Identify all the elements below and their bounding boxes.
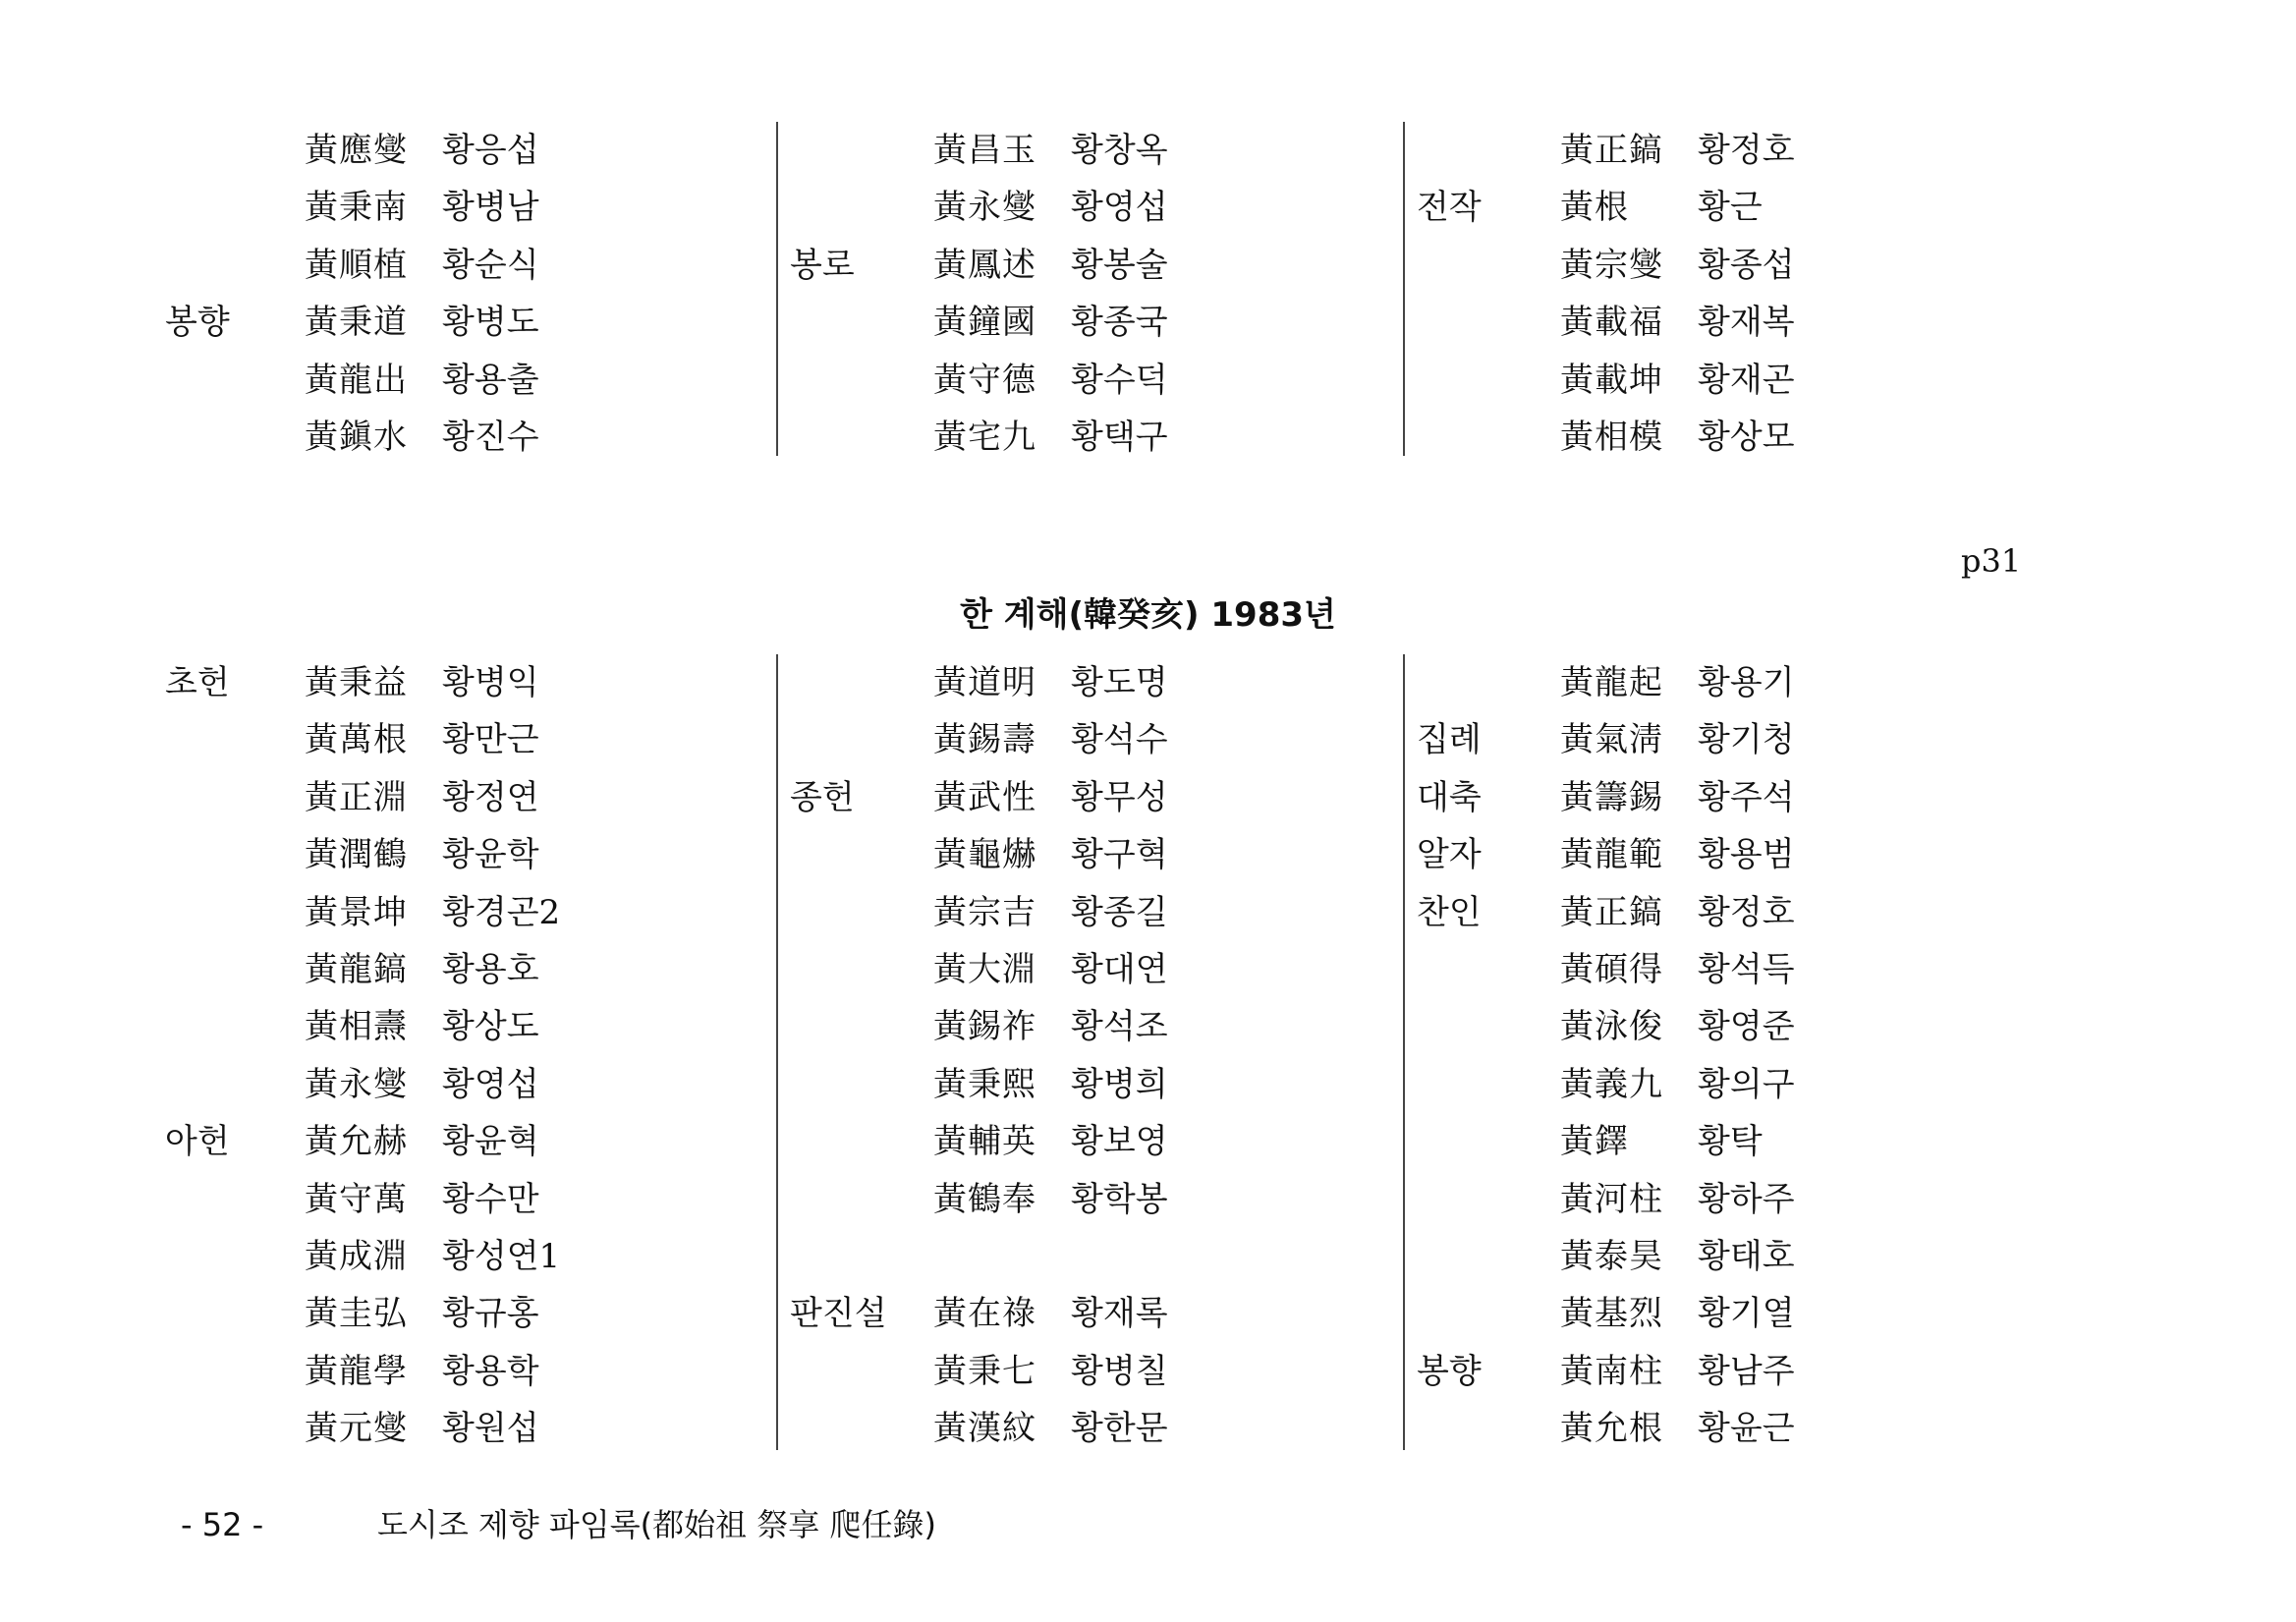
name-hangul: 황용호 bbox=[442, 949, 539, 989]
roster-entry bbox=[1405, 122, 2034, 179]
roster-entry bbox=[1405, 654, 2034, 711]
name-hangul: 황보영 bbox=[1071, 1122, 1168, 1162]
roster-entry bbox=[778, 998, 1407, 1055]
name-hangul: 황재록 bbox=[1071, 1294, 1168, 1334]
roster-column bbox=[147, 122, 776, 456]
name-hanja: 黃龍起 bbox=[1560, 663, 1663, 702]
name-hangul: 황만근 bbox=[442, 720, 539, 760]
roster-column bbox=[1403, 122, 2034, 456]
name-hangul: 황창옥 bbox=[1071, 131, 1168, 170]
name-hanja: 黃鐘國 bbox=[933, 303, 1036, 343]
roster-entry bbox=[1405, 1056, 2034, 1113]
name-hanja: 黃宗吉 bbox=[933, 892, 1036, 932]
name-hangul: 황윤학 bbox=[442, 835, 539, 875]
name-hanja: 黃萬根 bbox=[305, 720, 408, 760]
name-hangul: 황종섭 bbox=[1698, 245, 1795, 285]
role-label: 종헌 bbox=[790, 777, 855, 817]
name-hangul: 황수덕 bbox=[1071, 360, 1168, 400]
name-hanja: 黃根 bbox=[1560, 188, 1629, 228]
name-hangul: 황석조 bbox=[1071, 1007, 1168, 1047]
name-hangul: 황응섭 bbox=[442, 131, 539, 170]
roster-entry bbox=[778, 237, 1407, 294]
name-hangul: 황대연 bbox=[1071, 949, 1168, 989]
roster-entry bbox=[778, 122, 1407, 179]
roster-entry bbox=[147, 1343, 776, 1400]
name-hanja: 黃錫祚 bbox=[933, 1007, 1036, 1047]
name-hangul: 황원섭 bbox=[442, 1409, 539, 1449]
name-hanja: 黃載福 bbox=[1560, 303, 1663, 343]
name-hangul: 황도명 bbox=[1071, 663, 1168, 702]
name-hangul: 황병익 bbox=[442, 663, 539, 702]
role-label: 집례 bbox=[1417, 720, 1482, 760]
name-hangul: 황구혁 bbox=[1071, 835, 1168, 875]
role-label: 초헌 bbox=[165, 663, 230, 702]
name-hanja: 黃在祿 bbox=[933, 1294, 1036, 1334]
name-hanja: 黃鎭水 bbox=[305, 417, 408, 457]
name-hanja: 黃順植 bbox=[305, 245, 408, 285]
name-hanja: 黃氣淸 bbox=[1560, 720, 1663, 760]
name-hanja: 黃鳳述 bbox=[933, 245, 1036, 285]
roster-entry bbox=[778, 1285, 1407, 1342]
name-hanja: 黃秉益 bbox=[305, 663, 408, 702]
role-label: 찬인 bbox=[1417, 892, 1482, 932]
name-hanja: 黃載坤 bbox=[1560, 360, 1663, 400]
name-hanja: 黃武性 bbox=[933, 777, 1036, 817]
roster-entry bbox=[778, 1056, 1407, 1113]
roster-entry bbox=[147, 179, 776, 236]
name-hangul: 황무성 bbox=[1071, 777, 1168, 817]
roster-entry bbox=[1405, 998, 2034, 1055]
roster-entry bbox=[147, 352, 776, 409]
roster-entry bbox=[1405, 294, 2034, 351]
name-hanja: 黃永燮 bbox=[305, 1064, 408, 1104]
roster-entry bbox=[147, 1171, 776, 1228]
name-hanja: 黃龍學 bbox=[305, 1351, 408, 1391]
role-label: 알자 bbox=[1417, 835, 1482, 875]
name-hangul: 황정호 bbox=[1698, 892, 1795, 932]
name-hangul: 황주석 bbox=[1698, 777, 1795, 817]
name-hangul: 황용학 bbox=[442, 1351, 539, 1391]
name-hanja: 黃籌錫 bbox=[1560, 777, 1663, 817]
name-hangul: 황병희 bbox=[1071, 1064, 1168, 1104]
roster-entry bbox=[778, 769, 1407, 826]
name-hangul: 황영준 bbox=[1698, 1007, 1795, 1047]
name-hangul: 황정연 bbox=[442, 777, 539, 817]
roster-entry bbox=[1405, 941, 2034, 998]
name-hanja: 黃允根 bbox=[1560, 1409, 1663, 1449]
roster-entry bbox=[1405, 711, 2034, 768]
name-hanja: 黃正淵 bbox=[305, 777, 408, 817]
roster-entry bbox=[1405, 826, 2034, 883]
roster-entry bbox=[1405, 1228, 2034, 1285]
roster-entry bbox=[778, 941, 1407, 998]
section-heading: 한 계해(韓癸亥) 1983년 bbox=[960, 595, 1336, 635]
name-hanja: 黃秉熙 bbox=[933, 1064, 1036, 1104]
roster-entry bbox=[147, 769, 776, 826]
roster-entry bbox=[778, 1171, 1407, 1228]
name-hangul: 황한문 bbox=[1071, 1409, 1168, 1449]
page-footer bbox=[181, 1500, 936, 1545]
name-hangul: 황남주 bbox=[1698, 1351, 1795, 1391]
role-label: 전작 bbox=[1417, 188, 1482, 228]
roster-column bbox=[147, 654, 776, 1450]
name-hangul: 황병남 bbox=[442, 188, 539, 228]
name-hangul: 황하주 bbox=[1698, 1179, 1795, 1219]
name-hangul: 황종길 bbox=[1071, 892, 1168, 932]
name-hanja: 黃河柱 bbox=[1560, 1179, 1663, 1219]
name-hangul: 황규홍 bbox=[442, 1294, 539, 1334]
name-hanja: 黃鐸 bbox=[1560, 1122, 1629, 1162]
roster-entry bbox=[778, 1400, 1407, 1457]
name-hanja: 黃永燮 bbox=[933, 188, 1036, 228]
roster-entry bbox=[778, 884, 1407, 941]
name-hangul: 황진수 bbox=[442, 417, 539, 457]
name-hanja: 黃昌玉 bbox=[933, 131, 1036, 170]
name-hangul: 황윤근 bbox=[1698, 1409, 1795, 1449]
roster-column bbox=[776, 122, 1407, 456]
role-label: 대축 bbox=[1417, 777, 1482, 817]
roster-entry bbox=[147, 1228, 776, 1285]
name-hanja: 黃潤鶴 bbox=[305, 835, 408, 875]
roster-entry bbox=[147, 1400, 776, 1457]
roster-entry bbox=[1405, 769, 2034, 826]
roster-entry bbox=[778, 1113, 1407, 1170]
roster-section-1 bbox=[147, 122, 1901, 456]
roster-entry bbox=[147, 826, 776, 883]
name-hanja: 黃鶴奉 bbox=[933, 1179, 1036, 1219]
document-title: 도시조 제향 파임록(都始祖 祭享 爬任錄) bbox=[377, 1506, 936, 1543]
name-hanja: 黃泳俊 bbox=[1560, 1007, 1663, 1047]
roster-entry bbox=[1405, 1171, 2034, 1228]
name-hanja: 黃景坤 bbox=[305, 892, 408, 932]
roster-entry bbox=[147, 941, 776, 998]
role-label: 아헌 bbox=[165, 1122, 230, 1162]
name-hangul: 황용범 bbox=[1698, 835, 1795, 875]
name-hanja: 黃道明 bbox=[933, 663, 1036, 702]
name-hangul: 황영섭 bbox=[1071, 188, 1168, 228]
name-hanja: 黃輔英 bbox=[933, 1122, 1036, 1162]
roster-entry bbox=[778, 294, 1407, 351]
name-hanja: 黃漢紋 bbox=[933, 1409, 1036, 1449]
roster-entry bbox=[147, 122, 776, 179]
name-hanja: 黃錫壽 bbox=[933, 720, 1036, 760]
name-hanja: 黃秉南 bbox=[305, 188, 408, 228]
name-hangul: 황순식 bbox=[442, 245, 539, 285]
roster-entry bbox=[147, 1285, 776, 1342]
roster-entry bbox=[1405, 237, 2034, 294]
roster-entry bbox=[1405, 1400, 2034, 1457]
page-reference: p31 bbox=[1961, 542, 2022, 580]
role-label: 봉향 bbox=[1417, 1351, 1482, 1391]
roster-entry bbox=[147, 237, 776, 294]
roster-entry bbox=[1405, 409, 2034, 466]
name-hanja: 黃龍出 bbox=[305, 360, 408, 400]
name-hanja: 黃正鎬 bbox=[1560, 131, 1663, 170]
name-hangul: 황근 bbox=[1698, 188, 1763, 228]
name-hanja: 黃秉七 bbox=[933, 1351, 1036, 1391]
name-hangul: 황수만 bbox=[442, 1179, 539, 1219]
roster-entry bbox=[778, 352, 1407, 409]
name-hangul: 황영섭 bbox=[442, 1064, 539, 1104]
roster-entry bbox=[147, 1113, 776, 1170]
roster-entry bbox=[1405, 352, 2034, 409]
name-hanja: 黃宗燮 bbox=[1560, 245, 1663, 285]
name-hanja: 黃泰昊 bbox=[1560, 1236, 1663, 1276]
roster-entry bbox=[778, 179, 1407, 236]
roster-entry bbox=[778, 1228, 1407, 1285]
name-hangul: 황정호 bbox=[1698, 131, 1795, 170]
name-hanja: 黃南柱 bbox=[1560, 1351, 1663, 1391]
roster-entry bbox=[778, 654, 1407, 711]
name-hanja: 黃大淵 bbox=[933, 949, 1036, 989]
name-hangul: 황기열 bbox=[1698, 1294, 1795, 1334]
name-hangul: 황기청 bbox=[1698, 720, 1795, 760]
roster-entry bbox=[778, 826, 1407, 883]
name-hangul: 황탁 bbox=[1698, 1122, 1763, 1162]
roster-entry bbox=[1405, 1343, 2034, 1400]
roster-entry bbox=[1405, 884, 2034, 941]
roster-entry bbox=[778, 409, 1407, 466]
roster-entry bbox=[147, 654, 776, 711]
name-hanja: 黃元燮 bbox=[305, 1409, 408, 1449]
name-hanja: 黃圭弘 bbox=[305, 1294, 408, 1334]
name-hanja: 黃正鎬 bbox=[1560, 892, 1663, 932]
name-hanja: 黃成淵 bbox=[305, 1236, 408, 1276]
roster-entry bbox=[778, 1343, 1407, 1400]
role-label: 봉로 bbox=[790, 245, 855, 285]
roster-column bbox=[1403, 654, 2034, 1450]
roster-entry bbox=[147, 409, 776, 466]
name-hangul: 황재곤 bbox=[1698, 360, 1795, 400]
name-hangul: 황태호 bbox=[1698, 1236, 1795, 1276]
name-hanja: 黃宅九 bbox=[933, 417, 1036, 457]
name-hangul: 황용출 bbox=[442, 360, 539, 400]
roster-entry bbox=[147, 884, 776, 941]
name-hanja: 黃允赫 bbox=[305, 1122, 408, 1162]
roster-entry bbox=[1405, 1113, 2034, 1170]
name-hanja: 黃義九 bbox=[1560, 1064, 1663, 1104]
name-hangul: 황학봉 bbox=[1071, 1179, 1168, 1219]
name-hanja: 黃龜爀 bbox=[933, 835, 1036, 875]
role-label: 봉향 bbox=[165, 303, 230, 343]
name-hangul: 황윤혁 bbox=[442, 1122, 539, 1162]
name-hangul: 황상모 bbox=[1698, 417, 1795, 457]
name-hangul: 황병도 bbox=[442, 303, 539, 343]
name-hanja: 黃龍鎬 bbox=[305, 949, 408, 989]
roster-entry bbox=[147, 294, 776, 351]
name-hangul: 황경곤2 bbox=[442, 892, 561, 932]
name-hanja: 黃龍範 bbox=[1560, 835, 1663, 875]
roster-entry bbox=[778, 711, 1407, 768]
role-label: 판진설 bbox=[790, 1294, 887, 1334]
name-hangul: 황석수 bbox=[1071, 720, 1168, 760]
page-number: - 52 - bbox=[181, 1506, 264, 1543]
name-hanja: 黃相燾 bbox=[305, 1007, 408, 1047]
roster-entry bbox=[1405, 1285, 2034, 1342]
name-hangul: 황상도 bbox=[442, 1007, 539, 1047]
name-hanja: 黃守萬 bbox=[305, 1179, 408, 1219]
name-hangul: 황택구 bbox=[1071, 417, 1168, 457]
roster-entry bbox=[1405, 179, 2034, 236]
roster-section-2 bbox=[147, 654, 1901, 1450]
name-hanja: 黃秉道 bbox=[305, 303, 408, 343]
roster-column bbox=[776, 654, 1407, 1450]
name-hangul: 황봉술 bbox=[1071, 245, 1168, 285]
roster-entry bbox=[147, 711, 776, 768]
name-hangul: 황성연1 bbox=[442, 1236, 561, 1276]
name-hangul: 황병칠 bbox=[1071, 1351, 1168, 1391]
name-hangul: 황석득 bbox=[1698, 949, 1795, 989]
name-hanja: 黃守德 bbox=[933, 360, 1036, 400]
name-hanja: 黃應燮 bbox=[305, 131, 408, 170]
name-hangul: 황재복 bbox=[1698, 303, 1795, 343]
name-hanja: 黃相模 bbox=[1560, 417, 1663, 457]
name-hangul: 황의구 bbox=[1698, 1064, 1795, 1104]
name-hangul: 황용기 bbox=[1698, 663, 1795, 702]
roster-entry bbox=[147, 998, 776, 1055]
name-hanja: 黃碩得 bbox=[1560, 949, 1663, 989]
name-hangul: 황종국 bbox=[1071, 303, 1168, 343]
name-hanja: 黃基烈 bbox=[1560, 1294, 1663, 1334]
roster-entry bbox=[147, 1056, 776, 1113]
